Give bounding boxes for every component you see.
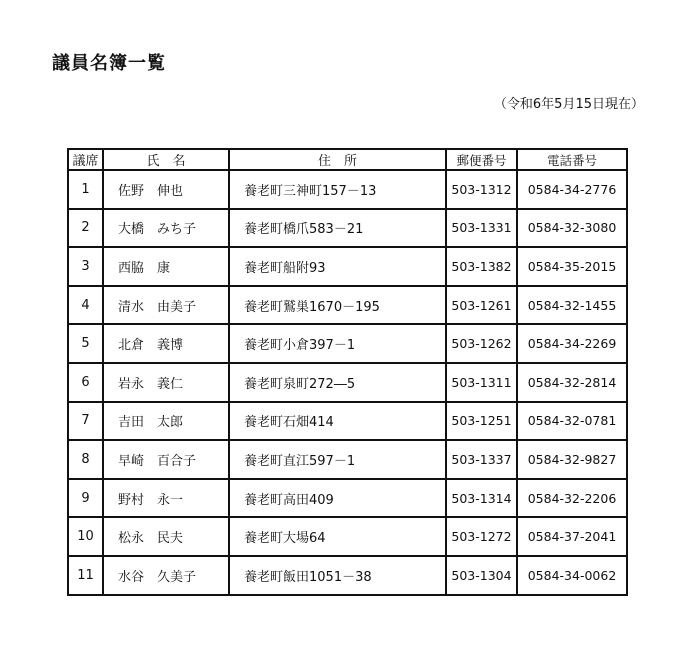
cell-name bbox=[103, 209, 229, 248]
cell-postal bbox=[446, 286, 517, 325]
table-row bbox=[68, 286, 627, 325]
postal-text: 503-1272 bbox=[451, 529, 512, 545]
address-text: 養老町小倉397－1 bbox=[244, 338, 356, 354]
cell-phone bbox=[517, 440, 627, 479]
phone-text: 0584-34-2269 bbox=[527, 336, 617, 352]
seat-text: 2 bbox=[81, 220, 90, 236]
cell-seat bbox=[68, 440, 103, 479]
cell-phone bbox=[517, 209, 627, 248]
table-row bbox=[68, 209, 627, 248]
phone-text: 0584-34-0062 bbox=[527, 567, 617, 583]
address-text: 養老町石畑414 bbox=[244, 415, 334, 431]
cell-address bbox=[229, 324, 446, 363]
header-address: 住 所 bbox=[229, 149, 446, 170]
phone-text: 0584-32-9827 bbox=[527, 451, 617, 467]
cell-postal bbox=[446, 440, 517, 479]
name-text: 野村 永一 bbox=[118, 492, 184, 508]
cell-postal bbox=[446, 324, 517, 363]
postal-text: 503-1261 bbox=[451, 297, 512, 313]
phone-text: 0584-34-2776 bbox=[527, 181, 617, 197]
name-text: 佐野 伸也 bbox=[118, 183, 184, 199]
postal-text: 503-1262 bbox=[451, 336, 512, 352]
table-row bbox=[68, 479, 627, 518]
address-text: 養老町飯田1051－38 bbox=[244, 569, 372, 585]
header-seat: 議席 bbox=[68, 149, 103, 170]
seat-text: 6 bbox=[81, 374, 90, 390]
table-row bbox=[68, 363, 627, 402]
cell-name bbox=[103, 247, 229, 286]
table-row bbox=[68, 324, 627, 363]
cell-postal bbox=[446, 479, 517, 518]
cell-postal bbox=[446, 517, 517, 556]
phone-text: 0584-32-1455 bbox=[527, 297, 617, 313]
cell-seat bbox=[68, 286, 103, 325]
cell-postal bbox=[446, 170, 517, 209]
name-text: 松永 民夫 bbox=[118, 531, 184, 547]
cell-address bbox=[229, 209, 446, 248]
header-postal: 郵便番号 bbox=[446, 149, 517, 170]
name-text: 西脇 康 bbox=[118, 260, 171, 276]
header-name: 氏 名 bbox=[103, 149, 229, 170]
table-row bbox=[68, 517, 627, 556]
cell-phone bbox=[517, 517, 627, 556]
cell-address bbox=[229, 479, 446, 518]
address-text: 養老町直江597－1 bbox=[244, 453, 356, 469]
cell-address bbox=[229, 247, 446, 286]
phone-text: 0584-32-0781 bbox=[527, 413, 617, 429]
address-text: 養老町鷲巣1670－195 bbox=[244, 299, 380, 315]
cell-seat bbox=[68, 170, 103, 209]
as-of-date: （令和6年5月15日現在） bbox=[493, 97, 644, 112]
table-row bbox=[68, 247, 627, 286]
phone-text: 0584-37-2041 bbox=[527, 529, 617, 545]
seat-text: 11 bbox=[77, 567, 94, 583]
cell-seat bbox=[68, 324, 103, 363]
cell-seat bbox=[68, 209, 103, 248]
cell-seat bbox=[68, 556, 103, 595]
seat-text: 4 bbox=[81, 297, 90, 313]
name-text: 北倉 義博 bbox=[118, 338, 184, 354]
cell-address bbox=[229, 363, 446, 402]
seat-text: 1 bbox=[81, 181, 90, 197]
cell-address bbox=[229, 402, 446, 441]
name-text: 清水 由美子 bbox=[118, 299, 197, 315]
cell-postal bbox=[446, 363, 517, 402]
address-text: 養老町高田409 bbox=[244, 492, 334, 508]
cell-address bbox=[229, 286, 446, 325]
cell-address bbox=[229, 440, 446, 479]
header-phone: 電話番号 bbox=[517, 149, 627, 170]
cell-phone bbox=[517, 286, 627, 325]
cell-phone bbox=[517, 170, 627, 209]
cell-seat bbox=[68, 479, 103, 518]
table-row bbox=[68, 402, 627, 441]
postal-text: 503-1314 bbox=[451, 490, 512, 506]
seat-text: 10 bbox=[77, 529, 94, 545]
cell-seat bbox=[68, 363, 103, 402]
seat-text: 3 bbox=[81, 258, 90, 274]
cell-phone bbox=[517, 363, 627, 402]
address-text: 養老町大場64 bbox=[244, 531, 326, 547]
cell-seat bbox=[68, 517, 103, 556]
cell-name bbox=[103, 556, 229, 595]
cell-name bbox=[103, 517, 229, 556]
table-header bbox=[68, 149, 627, 170]
postal-text: 503-1304 bbox=[451, 567, 512, 583]
cell-postal bbox=[446, 556, 517, 595]
cell-postal bbox=[446, 247, 517, 286]
postal-text: 503-1312 bbox=[451, 181, 512, 197]
phone-text: 0584-32-2206 bbox=[527, 490, 617, 506]
cell-name bbox=[103, 363, 229, 402]
cell-name bbox=[103, 170, 229, 209]
address-text: 養老町三神町157－13 bbox=[244, 183, 377, 199]
name-text: 早崎 百合子 bbox=[118, 453, 197, 469]
cell-address bbox=[229, 556, 446, 595]
name-text: 大橋 みち子 bbox=[118, 222, 197, 238]
phone-text: 0584-35-2015 bbox=[527, 258, 617, 274]
address-text: 養老町泉町272―5 bbox=[244, 376, 356, 392]
cell-phone bbox=[517, 324, 627, 363]
cell-postal bbox=[446, 209, 517, 248]
postal-text: 503-1382 bbox=[451, 258, 512, 274]
cell-address bbox=[229, 517, 446, 556]
seat-text: 7 bbox=[81, 413, 90, 429]
phone-text: 0584-32-2814 bbox=[527, 374, 617, 390]
cell-name bbox=[103, 324, 229, 363]
cell-name bbox=[103, 402, 229, 441]
address-text: 養老町橋爪583－21 bbox=[244, 222, 364, 238]
name-text: 水谷 久美子 bbox=[118, 569, 197, 585]
seat-text: 9 bbox=[81, 490, 90, 506]
postal-text: 503-1331 bbox=[451, 220, 512, 236]
cell-postal bbox=[446, 402, 517, 441]
name-text: 吉田 太郎 bbox=[118, 415, 184, 431]
member-table bbox=[67, 148, 628, 596]
cell-phone bbox=[517, 479, 627, 518]
seat-text: 5 bbox=[81, 336, 90, 352]
cell-address bbox=[229, 170, 446, 209]
table-row bbox=[68, 556, 627, 595]
page-title: 議員名簿一覧 bbox=[52, 53, 166, 74]
phone-text: 0584-32-3080 bbox=[527, 220, 617, 236]
cell-phone bbox=[517, 247, 627, 286]
postal-text: 503-1311 bbox=[451, 374, 512, 390]
postal-text: 503-1337 bbox=[451, 451, 512, 467]
cell-seat bbox=[68, 402, 103, 441]
cell-name bbox=[103, 286, 229, 325]
cell-phone bbox=[517, 402, 627, 441]
table-row bbox=[68, 440, 627, 479]
name-text: 岩永 義仁 bbox=[118, 376, 184, 392]
cell-name bbox=[103, 479, 229, 518]
cell-phone bbox=[517, 556, 627, 595]
seat-text: 8 bbox=[81, 451, 90, 467]
address-text: 養老町船附93 bbox=[244, 260, 326, 276]
cell-name bbox=[103, 440, 229, 479]
cell-seat bbox=[68, 247, 103, 286]
postal-text: 503-1251 bbox=[451, 413, 512, 429]
table-row bbox=[68, 170, 627, 209]
